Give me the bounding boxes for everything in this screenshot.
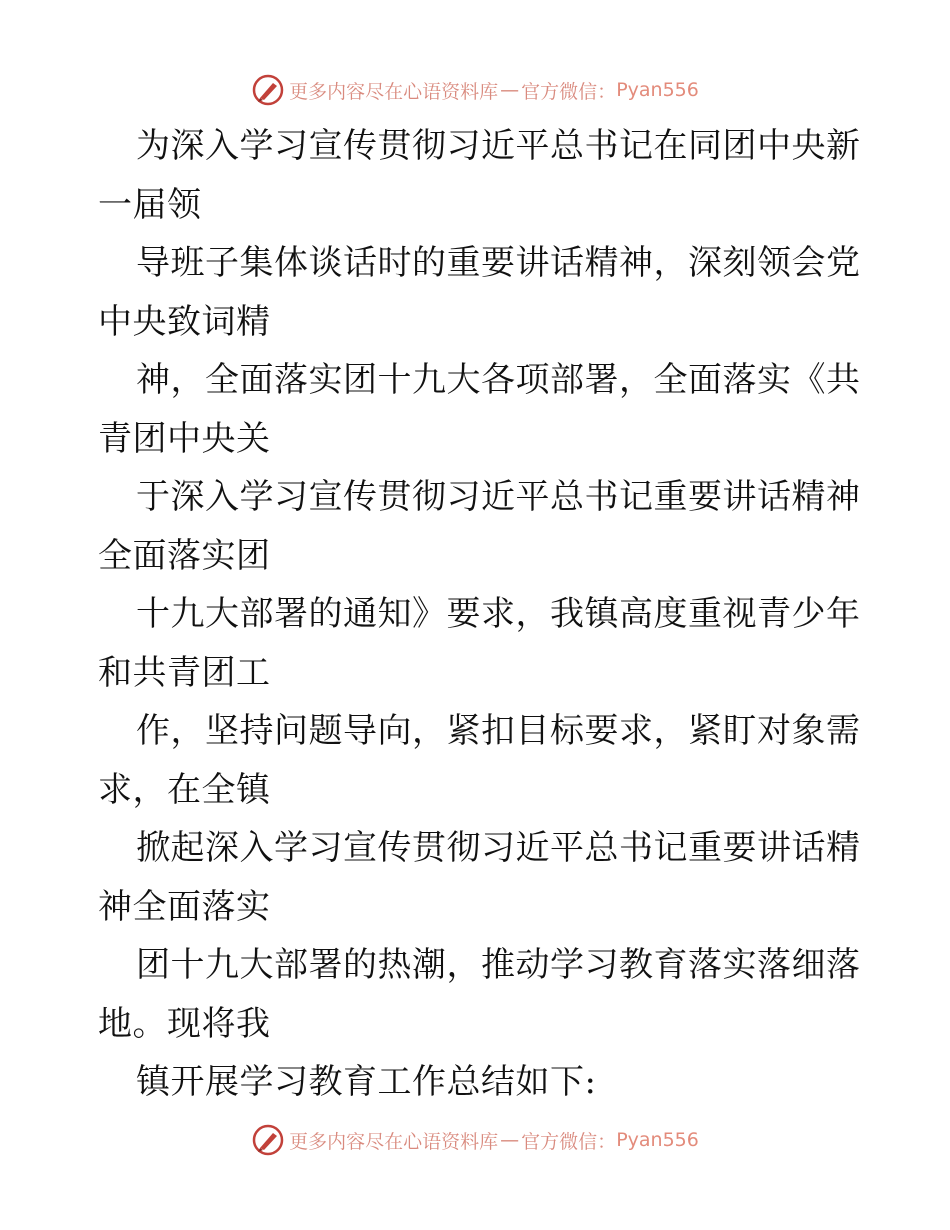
paragraph-line: 神全面落实 — [98, 886, 271, 927]
paragraph-line: 掀起深入学习宣传贯彻习近平总书记重要讲话精 — [136, 828, 861, 868]
paragraph-line: 青团中央关 — [98, 418, 271, 459]
paragraph-line: 为深入学习宣传贯彻习近平总书记在同团中央新 — [136, 126, 861, 166]
paragraph-line: 作，坚持问题导向，紧扣目标要求，紧盯对象需 — [136, 711, 861, 751]
footer-watermark — [0, 1120, 950, 1160]
watermark-separator: — — [500, 1129, 520, 1151]
paragraph-line: 全面落实团 — [98, 535, 271, 576]
paragraph-line: 十九大部署的通知》要求，我镇高度重视青少年 — [136, 594, 861, 634]
paragraph-line: 中央致词精 — [98, 301, 271, 342]
paragraph-line: 导班子集体谈话时的重要讲话精神，深刻领会党 — [136, 243, 861, 283]
header-watermark — [0, 70, 950, 110]
paragraph-line: 于深入学习宣传贯彻习近平总书记重要讲话精神 — [136, 477, 861, 517]
paragraph-line: 神，全面落实团十九大各项部署，全面落实《共 — [136, 360, 861, 400]
pen-logo-icon — [251, 73, 285, 107]
watermark-separator: — — [500, 79, 520, 101]
pen-logo-icon — [251, 1123, 285, 1157]
watermark-text: 更多内容尽在心语资料库 — [289, 1130, 499, 1153]
paragraph-line: 一届领 — [98, 184, 202, 225]
paragraph-line: 团十九大部署的热潮，推动学习教育落实落细落 — [136, 945, 861, 985]
watermark-wechat-id: Pyan556 — [616, 79, 699, 101]
paragraph-line: 地。现将我 — [98, 1003, 271, 1044]
watermark-text: 更多内容尽在心语资料库 — [289, 80, 499, 103]
watermark-wechat-label: 官方微信： — [521, 80, 617, 103]
paragraph-line: 镇开展学习教育工作总结如下: — [136, 1062, 597, 1102]
watermark-wechat-label: 官方微信： — [521, 1130, 617, 1153]
document-body — [98, 117, 861, 1112]
watermark-wechat-id: Pyan556 — [616, 1129, 699, 1151]
paragraph-line: 和共青团工 — [98, 652, 271, 693]
paragraph-line: 求，在全镇 — [98, 769, 271, 810]
